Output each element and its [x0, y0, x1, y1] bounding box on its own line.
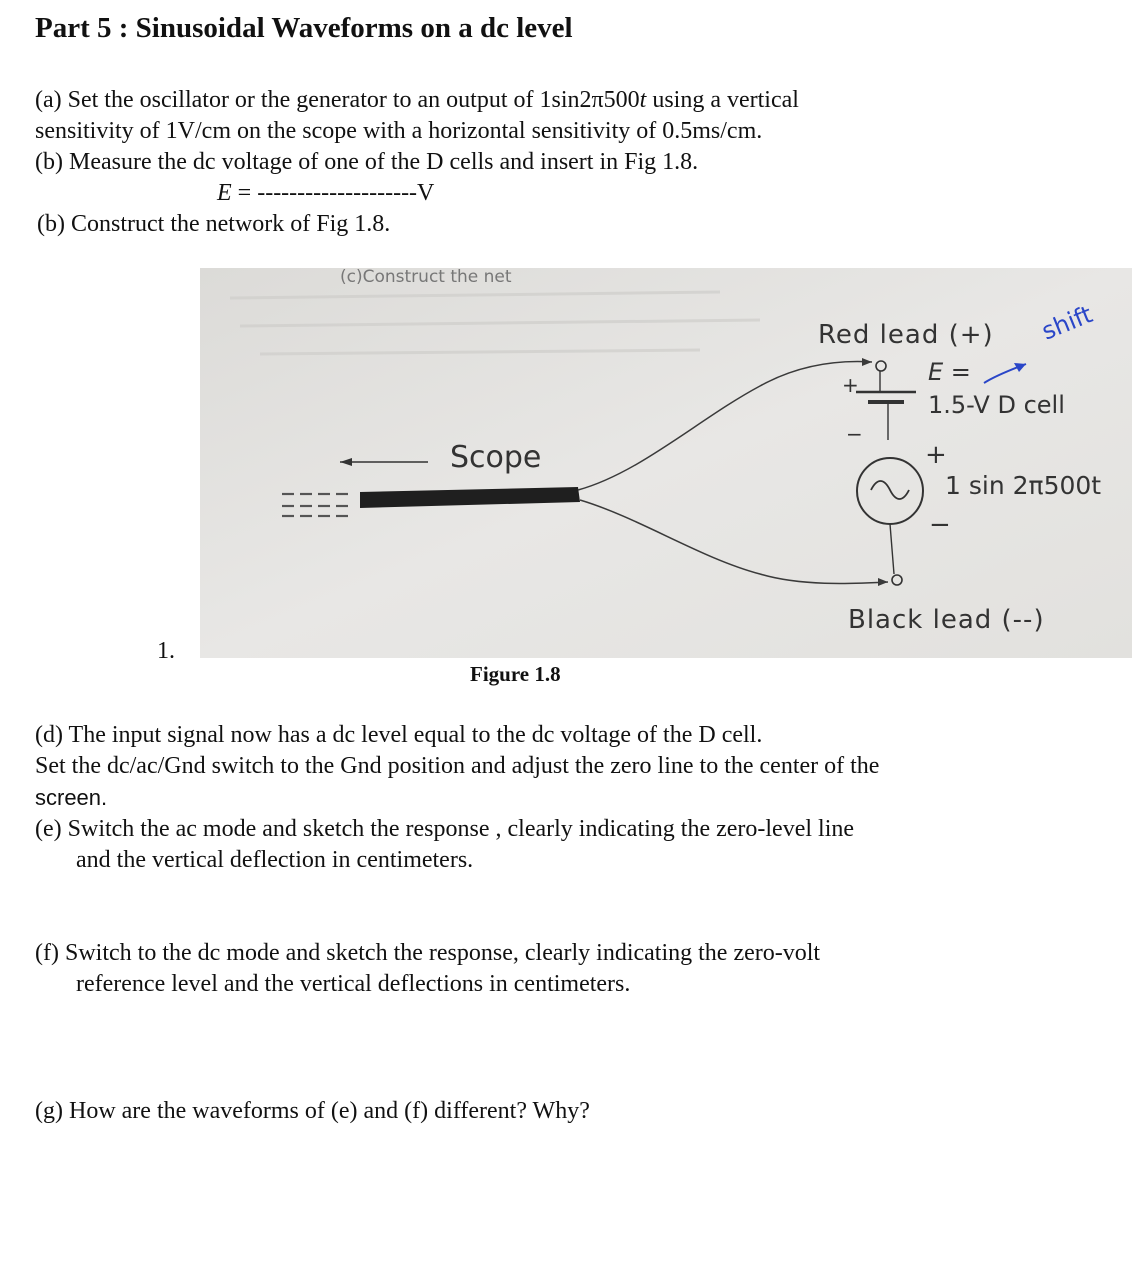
part-a-line1 — [35, 85, 799, 116]
part-b-measure: (b) Measure the dc voltage of one of the D cells and insert in Fig 1.8. — [35, 149, 699, 175]
figure-caption: Figure 1.8 — [470, 662, 561, 686]
d-cell-label: 1.5-V D cell — [928, 391, 1065, 419]
part-d-line2: Set the dc/ac/Gnd switch to the Gnd position and adjust the zero line to the center of the — [35, 753, 880, 779]
e-equals-label: E = — [928, 358, 971, 386]
e-voltage-line — [217, 178, 434, 209]
part-b-construct: (b) Construct the network of Fig 1.8. — [37, 211, 391, 237]
part-g: (g) How are the waveforms of (e) and (f) different? Why? — [35, 1098, 590, 1124]
part-d-line1: (d) The input signal now has a dc level equal to the dc voltage of the D cell. — [35, 722, 763, 748]
figure-1-8-photo — [200, 268, 1132, 658]
source-minus-sign: − — [929, 510, 951, 540]
black-lead-label: Black lead (--) — [848, 605, 1045, 635]
part-a-time-variable: t — [639, 87, 647, 113]
red-lead-label: Red lead (+) — [818, 320, 994, 350]
part-d-line3: screen. — [35, 785, 108, 810]
scope-label: Scope — [450, 440, 542, 475]
part-e-line2: and the vertical deflection in centimeters. — [76, 847, 474, 873]
e-blank: = --------------------V — [231, 180, 435, 206]
part-a-line1-suffix: using a vertical — [646, 87, 799, 113]
part-e-line1: (e) Switch the ac mode and sketch the response , clearly indicating the zero-level line — [35, 816, 855, 842]
part-a-line2: sensitivity of 1V/cm on the scope with a horizontal sensitivity of 0.5ms/cm. — [35, 118, 763, 144]
battery-plus-sign: + — [842, 373, 859, 397]
source-plus-sign: + — [925, 440, 947, 470]
part-f-line2: reference level and the vertical deflections in centimeters. — [76, 971, 631, 997]
circuit-diagram — [200, 268, 1132, 658]
part-a-line1-prefix: (a) Set the oscillator or the generator to an output of 1sin2π500 — [35, 87, 640, 113]
part-f-line1: (f) Switch to the dc mode and sketch the response, clearly indicating the zero-volt — [35, 940, 821, 966]
e-variable: E — [217, 180, 232, 206]
source-label: 1 sin 2π500t — [945, 471, 1102, 500]
list-number: 1. — [157, 638, 175, 664]
page-title: Part 5 : Sinusoidal Waveforms on a dc level — [35, 12, 573, 44]
battery-minus-sign: − — [846, 422, 863, 446]
top-cut-text: (c)Construct the net — [340, 268, 512, 287]
handwritten-note: shift — [1037, 300, 1097, 346]
